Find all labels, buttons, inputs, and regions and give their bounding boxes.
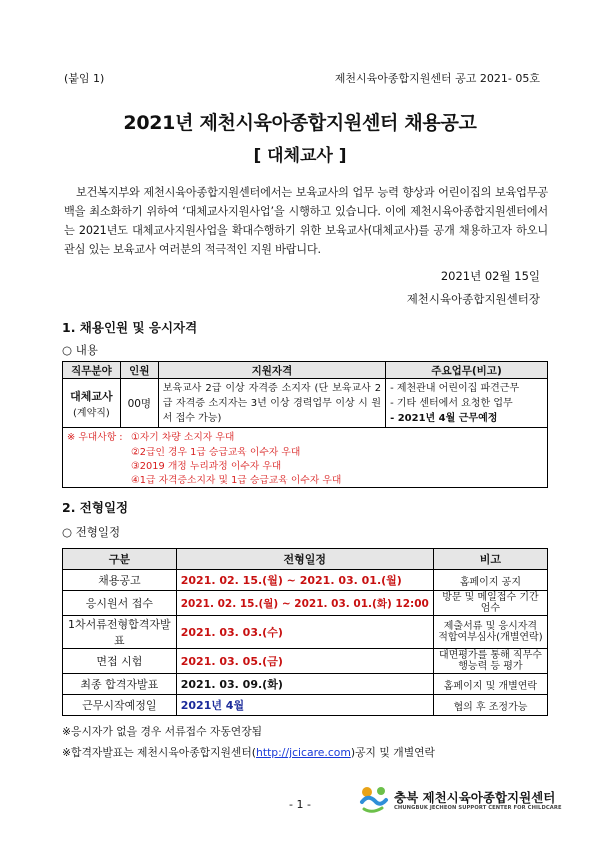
- col-header-field: 직무분야: [63, 362, 121, 379]
- signer: 제천시육아종합지원센터장: [406, 292, 540, 306]
- website-link[interactable]: http://jcicare.com: [256, 746, 351, 759]
- preference-item: ①자기 차량 소지자 우대: [131, 432, 235, 443]
- col-header-count: 인원: [120, 362, 158, 379]
- preference-item: ④1급 자격증소지자 및 1급 승급교육 이수자 우대: [131, 475, 342, 486]
- schedule: 2021. 03. 09.(화): [176, 674, 433, 695]
- preferences-box: [62, 428, 548, 488]
- duty-item: - 2021년 4월 근무예정: [390, 412, 498, 424]
- preference-item: ③2019 개정 누리과정 이수자 우대: [131, 461, 282, 472]
- logo-name: 충북 제천시육아종합지원센터: [394, 790, 556, 805]
- schedule: 2021. 03. 05.(금): [176, 649, 433, 674]
- note: 방문 및 메일접수 기간엄수: [433, 591, 547, 616]
- table-row: [63, 616, 548, 649]
- stage: 응시원서 접수: [63, 591, 177, 616]
- note: 대면평가를 통해 직무수행능력 등 평가: [433, 649, 547, 674]
- table-row: [63, 570, 548, 591]
- stage: 채용공고: [63, 570, 177, 591]
- duty-item: - 제천관내 어린이집 파견근무: [390, 382, 520, 394]
- note: 제출서류 및 응시자격 적합여부심사(개별연락): [433, 616, 547, 649]
- childcare-center-logo-icon: [358, 784, 390, 814]
- note: 협의 후 조정가능: [433, 695, 547, 716]
- duties-cell: [386, 379, 548, 428]
- job-field-cell: [63, 379, 121, 428]
- note-announcement: [62, 745, 435, 760]
- notice-number: 제천시육아종합지원센터 공고 2021- 05호: [334, 72, 540, 85]
- table-row: [63, 674, 548, 695]
- qualification-text: 보육교사 2급 이상 자격증 소지자 (단 보육교사 2급 자격증 소지자는 3년 이상 경력업무 이상 시 원서 접수 가능): [158, 379, 385, 428]
- job-field: 대체교사: [70, 389, 113, 403]
- headcount: 00명: [120, 379, 158, 428]
- table-row: [63, 695, 548, 716]
- attachment-label: (붙임 1): [64, 72, 105, 85]
- col-header-duties: 주요업무(비고): [386, 362, 548, 379]
- schedule: 2021. 02. 15.(월) ~ 2021. 03. 01.(월): [176, 570, 433, 591]
- stage: 면접 시험: [63, 649, 177, 674]
- section1-heading: 1. 채용인원 및 응시자격: [62, 320, 198, 335]
- stage: 최종 합격자발표: [63, 674, 177, 695]
- preference-item: ②2급인 경우 1급 승급교육 이수자 우대: [131, 447, 301, 458]
- logo-english: CHUNGBUK JECHEON SUPPORT CENTER FOR CHILDCARE: [394, 805, 562, 811]
- section2-heading: 2. 전형일정: [62, 500, 129, 515]
- document-title: 2021년 제천시육아종합지원센터 채용공고: [123, 112, 477, 134]
- page-number: - 1 -: [289, 798, 311, 811]
- section2-subheading: ○ 전형일정: [62, 525, 121, 539]
- col-header-qualification: 지원자격: [158, 362, 385, 379]
- stage: 1차서류전형합격자발표: [63, 616, 177, 649]
- stage: 근무시작예정일: [63, 695, 177, 716]
- schedule: 2021. 02. 15.(월) ~ 2021. 03. 01.(화) 12:00: [176, 591, 433, 616]
- note-announcement-after: )공지 및 개별연락: [350, 746, 435, 759]
- duty-item: - 기타 센터에서 요청한 업무: [390, 397, 513, 409]
- schedule: 2021년 4월: [176, 695, 433, 716]
- note: 홈페이지 공지: [433, 570, 547, 591]
- col-header-stage: 구분: [63, 549, 177, 570]
- schedule-table: [62, 548, 548, 716]
- schedule: 2021. 03. 03.(수): [176, 616, 433, 649]
- table-row: [63, 649, 548, 674]
- intro-paragraph: 보건복지부와 제천시육아종합지원센터에서는 보육교사의 업무 능력 향상과 어린이집의 보육업무공백을 최소화하기 위하여 ‘대체교사지원사업’을 시행하고 있습니다. 이에 제천시육아종합지원센터에서는 2021년도 대체교사지원사업을 확대수행하기 위한 보육교사(대체교사)를 공개 채용하고자 하오니 관심 있는 보육교사 여러분의 적극적인 지원 바랍니다.: [64, 186, 548, 256]
- document-subtitle: [ 대체교사 ]: [253, 146, 347, 166]
- qualification-table: [62, 361, 548, 428]
- col-header-note: 비고: [433, 549, 547, 570]
- note-announcement-before: ※합격자발표는 제천시육아종합지원센터(: [62, 746, 256, 759]
- job-field-note: (계약직): [73, 407, 110, 419]
- table-row: [63, 379, 548, 428]
- col-header-schedule: 전형일정: [176, 549, 433, 570]
- preferences-label: ※ 우대사항 :: [67, 432, 123, 443]
- table-row: [63, 591, 548, 616]
- note-auto-extend: ※응시자가 없을 경우 서류접수 자동연장됨: [62, 725, 263, 738]
- note: 홈페이지 및 개별연락: [433, 674, 547, 695]
- notice-date: 2021년 02월 15일: [440, 269, 540, 283]
- section1-subheading: ○ 내용: [62, 343, 98, 357]
